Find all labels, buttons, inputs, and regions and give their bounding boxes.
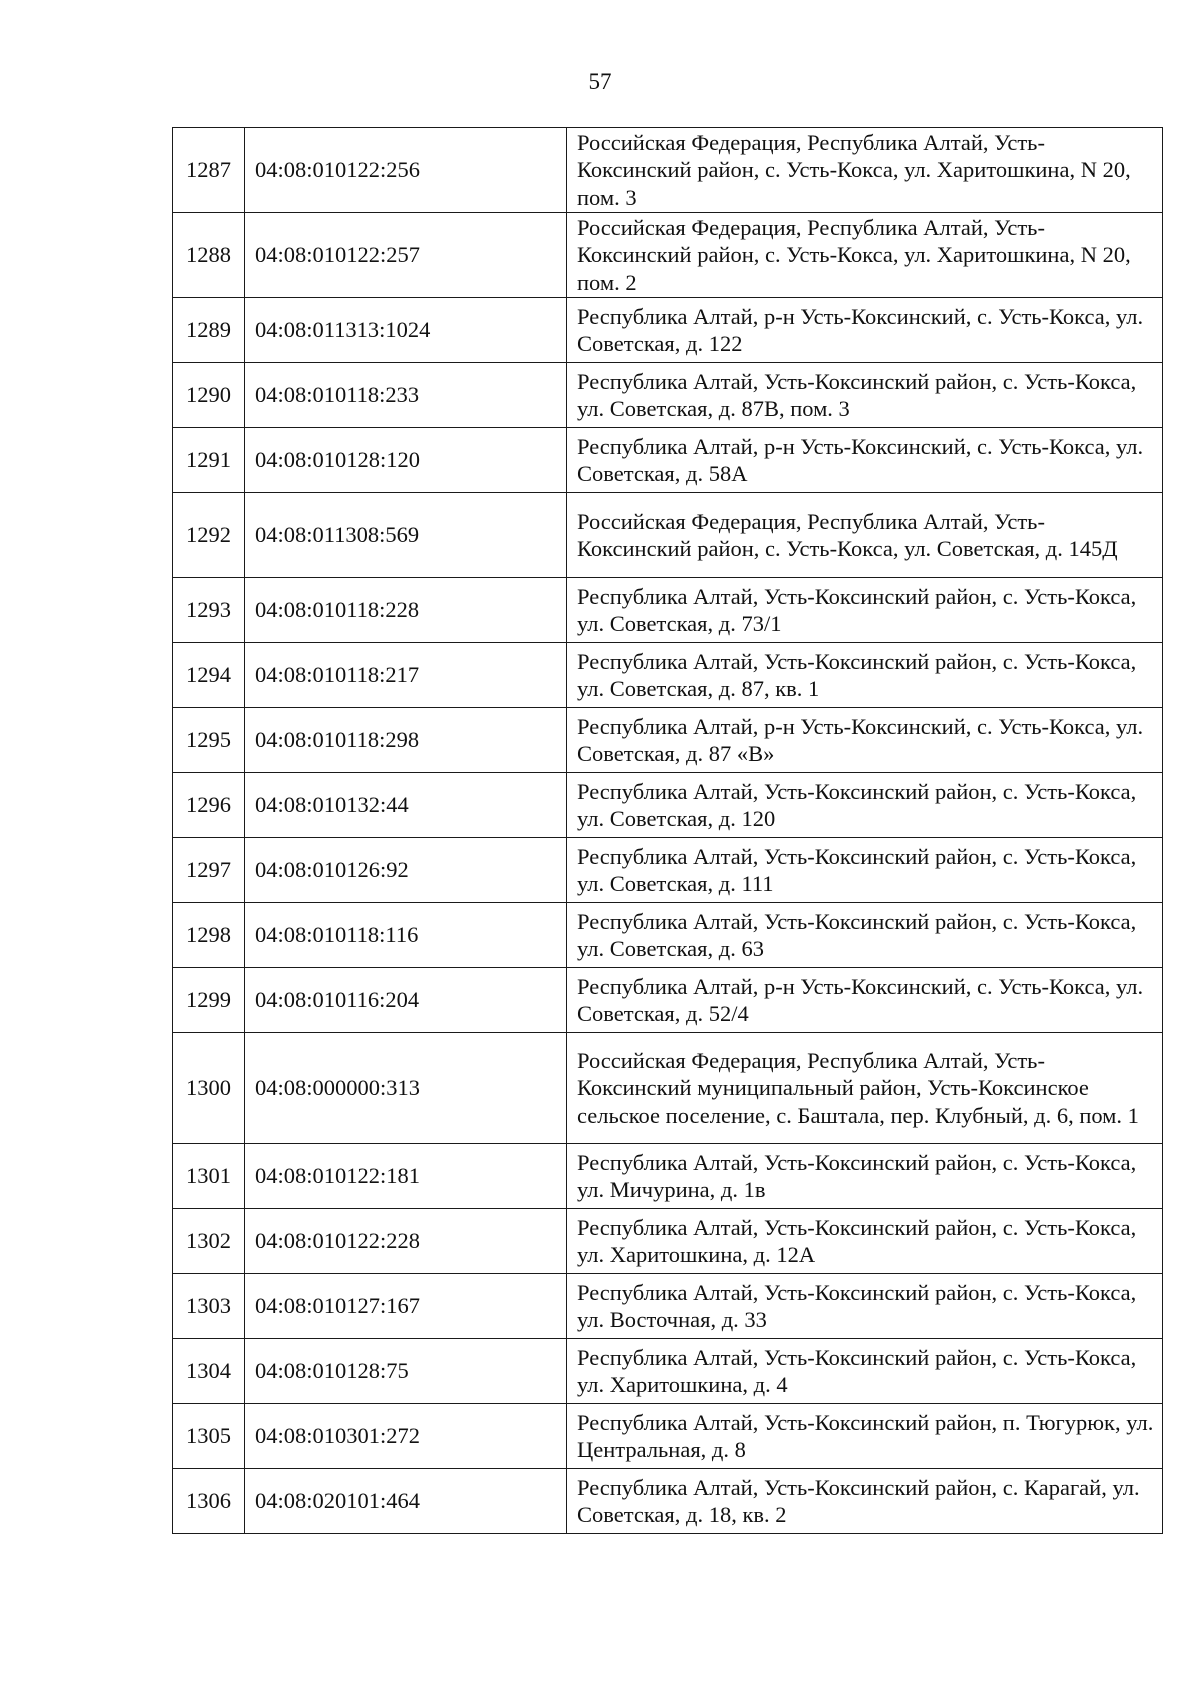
cadastral-number: 04:08:010118:233 — [245, 363, 567, 428]
address: Республика Алтай, Усть-Коксинский район, с. Усть-Кокса, ул. Мичурина, д. 1в — [567, 1144, 1163, 1209]
row-number: 1304 — [173, 1339, 245, 1404]
table-row — [173, 493, 1163, 578]
row-number: 1306 — [173, 1469, 245, 1534]
cadastral-number: 04:08:010118:298 — [245, 708, 567, 773]
row-number: 1303 — [173, 1274, 245, 1339]
registry-table — [172, 127, 1163, 1534]
address: Республика Алтай, Усть-Коксинский район, с. Усть-Кокса, ул. Советская, д. 111 — [567, 838, 1163, 903]
cadastral-number: 04:08:010116:204 — [245, 968, 567, 1033]
row-number: 1291 — [173, 428, 245, 493]
cadastral-number: 04:08:010128:120 — [245, 428, 567, 493]
table-row — [173, 213, 1163, 298]
address: Республика Алтай, Усть-Коксинский район, п. Тюгурюк, ул. Центральная, д. 8 — [567, 1404, 1163, 1469]
table-row — [173, 428, 1163, 493]
row-number: 1297 — [173, 838, 245, 903]
table-row — [173, 838, 1163, 903]
row-number: 1292 — [173, 493, 245, 578]
address: Республика Алтай, р-н Усть-Коксинский, с. Усть-Кокса, ул. Советская, д. 87 «В» — [567, 708, 1163, 773]
page-number: 57 — [588, 69, 612, 94]
row-number: 1294 — [173, 643, 245, 708]
cadastral-number: 04:08:010122:256 — [245, 128, 567, 213]
address: Республика Алтай, Усть-Коксинский район, с. Усть-Кокса, ул. Советская, д. 63 — [567, 903, 1163, 968]
table-row — [173, 298, 1163, 363]
table-row — [173, 128, 1163, 213]
table-row — [173, 1404, 1163, 1469]
row-number: 1301 — [173, 1144, 245, 1209]
cadastral-number: 04:08:010118:217 — [245, 643, 567, 708]
address: Российская Федерация, Республика Алтай, Усть-Коксинский район, с. Усть-Кокса, ул. Советская, д. 145Д — [567, 493, 1163, 578]
table-row — [173, 1033, 1163, 1144]
row-number: 1299 — [173, 968, 245, 1033]
row-number: 1298 — [173, 903, 245, 968]
table-row — [173, 1144, 1163, 1209]
table-row — [173, 968, 1163, 1033]
row-number: 1300 — [173, 1033, 245, 1144]
table-row — [173, 643, 1163, 708]
row-number: 1293 — [173, 578, 245, 643]
cadastral-number: 04:08:010301:272 — [245, 1404, 567, 1469]
cadastral-number: 04:08:010118:228 — [245, 578, 567, 643]
row-number: 1295 — [173, 708, 245, 773]
table-row — [173, 1274, 1163, 1339]
address: Республика Алтай, Усть-Коксинский район, с. Усть-Кокса, ул. Советская, д. 87В, пом. 3 — [567, 363, 1163, 428]
cadastral-number: 04:08:010122:228 — [245, 1209, 567, 1274]
cadastral-number: 04:08:020101:464 — [245, 1469, 567, 1534]
cadastral-number: 04:08:010128:75 — [245, 1339, 567, 1404]
cadastral-number: 04:08:000000:313 — [245, 1033, 567, 1144]
table-row — [173, 903, 1163, 968]
row-number: 1287 — [173, 128, 245, 213]
cadastral-number: 04:08:011313:1024 — [245, 298, 567, 363]
address: Российская Федерация, Республика Алтай, Усть-Коксинский муниципальный район, Усть-Коксинское сельское поселение, с. Баштала, пер. Клубный, д. 6, пом. 1 — [567, 1033, 1163, 1144]
cadastral-number: 04:08:011308:569 — [245, 493, 567, 578]
table-row — [173, 773, 1163, 838]
address: Республика Алтай, р-н Усть-Коксинский, с. Усть-Кокса, ул. Советская, д. 58А — [567, 428, 1163, 493]
table-row — [173, 1469, 1163, 1534]
cadastral-number: 04:08:010127:167 — [245, 1274, 567, 1339]
row-number: 1290 — [173, 363, 245, 428]
row-number: 1288 — [173, 213, 245, 298]
address: Республика Алтай, Усть-Коксинский район, с. Усть-Кокса, ул. Восточная, д. 33 — [567, 1274, 1163, 1339]
cadastral-number: 04:08:010118:116 — [245, 903, 567, 968]
address: Республика Алтай, р-н Усть-Коксинский, с. Усть-Кокса, ул. Советская, д. 52/4 — [567, 968, 1163, 1033]
table-row — [173, 363, 1163, 428]
row-number: 1296 — [173, 773, 245, 838]
address: Республика Алтай, Усть-Коксинский район, с. Усть-Кокса, ул. Советская, д. 73/1 — [567, 578, 1163, 643]
address: Республика Алтай, Усть-Коксинский район, с. Усть-Кокса, ул. Харитошкина, д. 4 — [567, 1339, 1163, 1404]
cadastral-number: 04:08:010126:92 — [245, 838, 567, 903]
address: Республика Алтай, р-н Усть-Коксинский, с. Усть-Кокса, ул. Советская, д. 122 — [567, 298, 1163, 363]
cadastral-number: 04:08:010122:257 — [245, 213, 567, 298]
address: Российская Федерация, Республика Алтай, Усть-Коксинский район, с. Усть-Кокса, ул. Харитошкина, N 20, пом. 2 — [567, 213, 1163, 298]
row-number: 1289 — [173, 298, 245, 363]
table-row — [173, 1339, 1163, 1404]
address: Республика Алтай, Усть-Коксинский район, с. Усть-Кокса, ул. Советская, д. 87, кв. 1 — [567, 643, 1163, 708]
row-number: 1302 — [173, 1209, 245, 1274]
table-row — [173, 1209, 1163, 1274]
address: Республика Алтай, Усть-Коксинский район, с. Усть-Кокса, ул. Харитошкина, д. 12А — [567, 1209, 1163, 1274]
address: Республика Алтай, Усть-Коксинский район, с. Карагай, ул. Советская, д. 18, кв. 2 — [567, 1469, 1163, 1534]
address: Республика Алтай, Усть-Коксинский район, с. Усть-Кокса, ул. Советская, д. 120 — [567, 773, 1163, 838]
cadastral-number: 04:08:010122:181 — [245, 1144, 567, 1209]
table-row — [173, 578, 1163, 643]
address: Российская Федерация, Республика Алтай, Усть-Коксинский район, с. Усть-Кокса, ул. Харитошкина, N 20, пом. 3 — [567, 128, 1163, 213]
registry-table-body — [173, 128, 1163, 1534]
cadastral-number: 04:08:010132:44 — [245, 773, 567, 838]
table-row — [173, 708, 1163, 773]
row-number: 1305 — [173, 1404, 245, 1469]
